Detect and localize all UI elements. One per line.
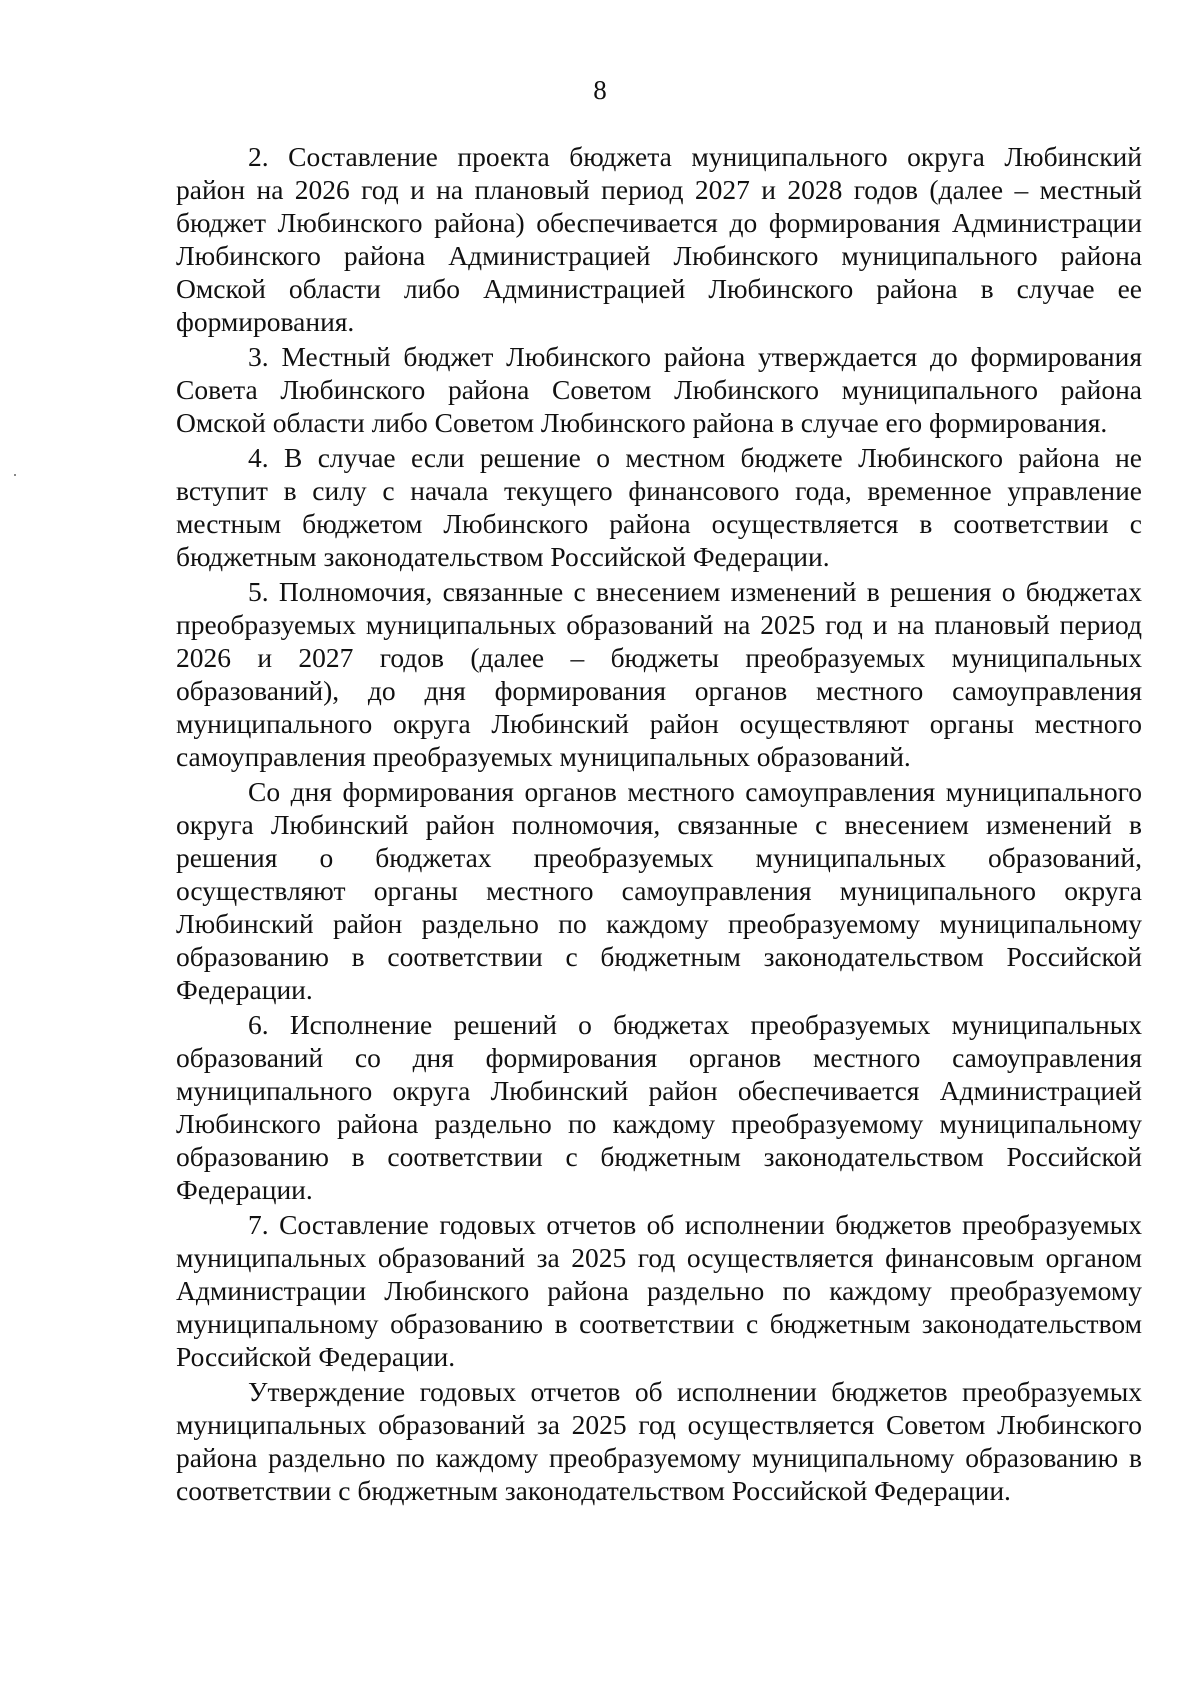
- scan-speck: [14, 474, 16, 476]
- paragraph-6: 6. Исполнение решений о бюджетах преобразуемых муниципальных образований со дня формирования органов местного самоуправления муниципального округа Любинский район обеспечивается Администрацией Любинского района раздельно по каждому преобразуемому муниципальному образованию в соответствии с бюджетным законодательством Российской Федерации.: [176, 1009, 1142, 1205]
- paragraph-3: 3. Местный бюджет Любинского района утверждается до формирования Совета Любинского района Советом Любинского муниципального района Омской области либо Советом Любинского района в случае его формирования.: [176, 341, 1142, 438]
- page-number: 8: [593, 75, 607, 105]
- paragraph-5: 5. Полномочия, связанные с внесением изменений в решения о бюджетах преобразуемых муниципальных образований на 2025 год и на плановый период 2026 и 2027 годов (далее – бюджеты преобразуемых муниципальных образований), до дня формирования органов местного самоуправления муниципального округа Любинский район осуществляют органы местного самоуправления преобразуемых муниципальных образований.: [176, 576, 1142, 772]
- paragraph-4: 4. В случае если решение о местном бюджете Любинского района не вступит в силу с начала текущего финансового года, временное управление местным бюджетом Любинского района осуществляется в соответствии с бюджетным законодательством Российской Федерации.: [176, 442, 1142, 572]
- paragraph-7-continued: Утверждение годовых отчетов об исполнении бюджетов преобразуемых муниципальных образований за 2025 год осуществляется Советом Любинского района раздельно по каждому преобразуемому муниципальному образованию в соответствии с бюджетным законодательством Российской Федерации.: [176, 1376, 1142, 1506]
- paragraph-5-continued: Со дня формирования органов местного самоуправления муниципального округа Любинский район полномочия, связанные с внесением изменений в решения о бюджетах преобразуемых муниципальных образований, осуществляют органы местного самоуправления муниципального округа Любинский район раздельно по каждому преобразуемому муниципальному образованию в соответствии с бюджетным законодательством Российской Федерации.: [176, 776, 1142, 1005]
- paragraph-2: 2. Составление проекта бюджета муниципального округа Любинский район на 2026 год и на плановый период 2027 и 2028 годов (далее – местный бюджет Любинского района) обеспечивается до формирования Администрации Любинского района Администрацией Любинского муниципального района Омской области либо Администрацией Любинского района в случае ее формирования.: [176, 141, 1142, 337]
- document-body: [176, 140, 1142, 1507]
- paragraph-7: 7. Составление годовых отчетов об исполнении бюджетов преобразуемых муниципальных образований за 2025 год осуществляется финансовым органом Администрации Любинского района раздельно по каждому преобразуемому муниципальному образованию в соответствии с бюджетным законодательством Российской Федерации.: [176, 1209, 1142, 1372]
